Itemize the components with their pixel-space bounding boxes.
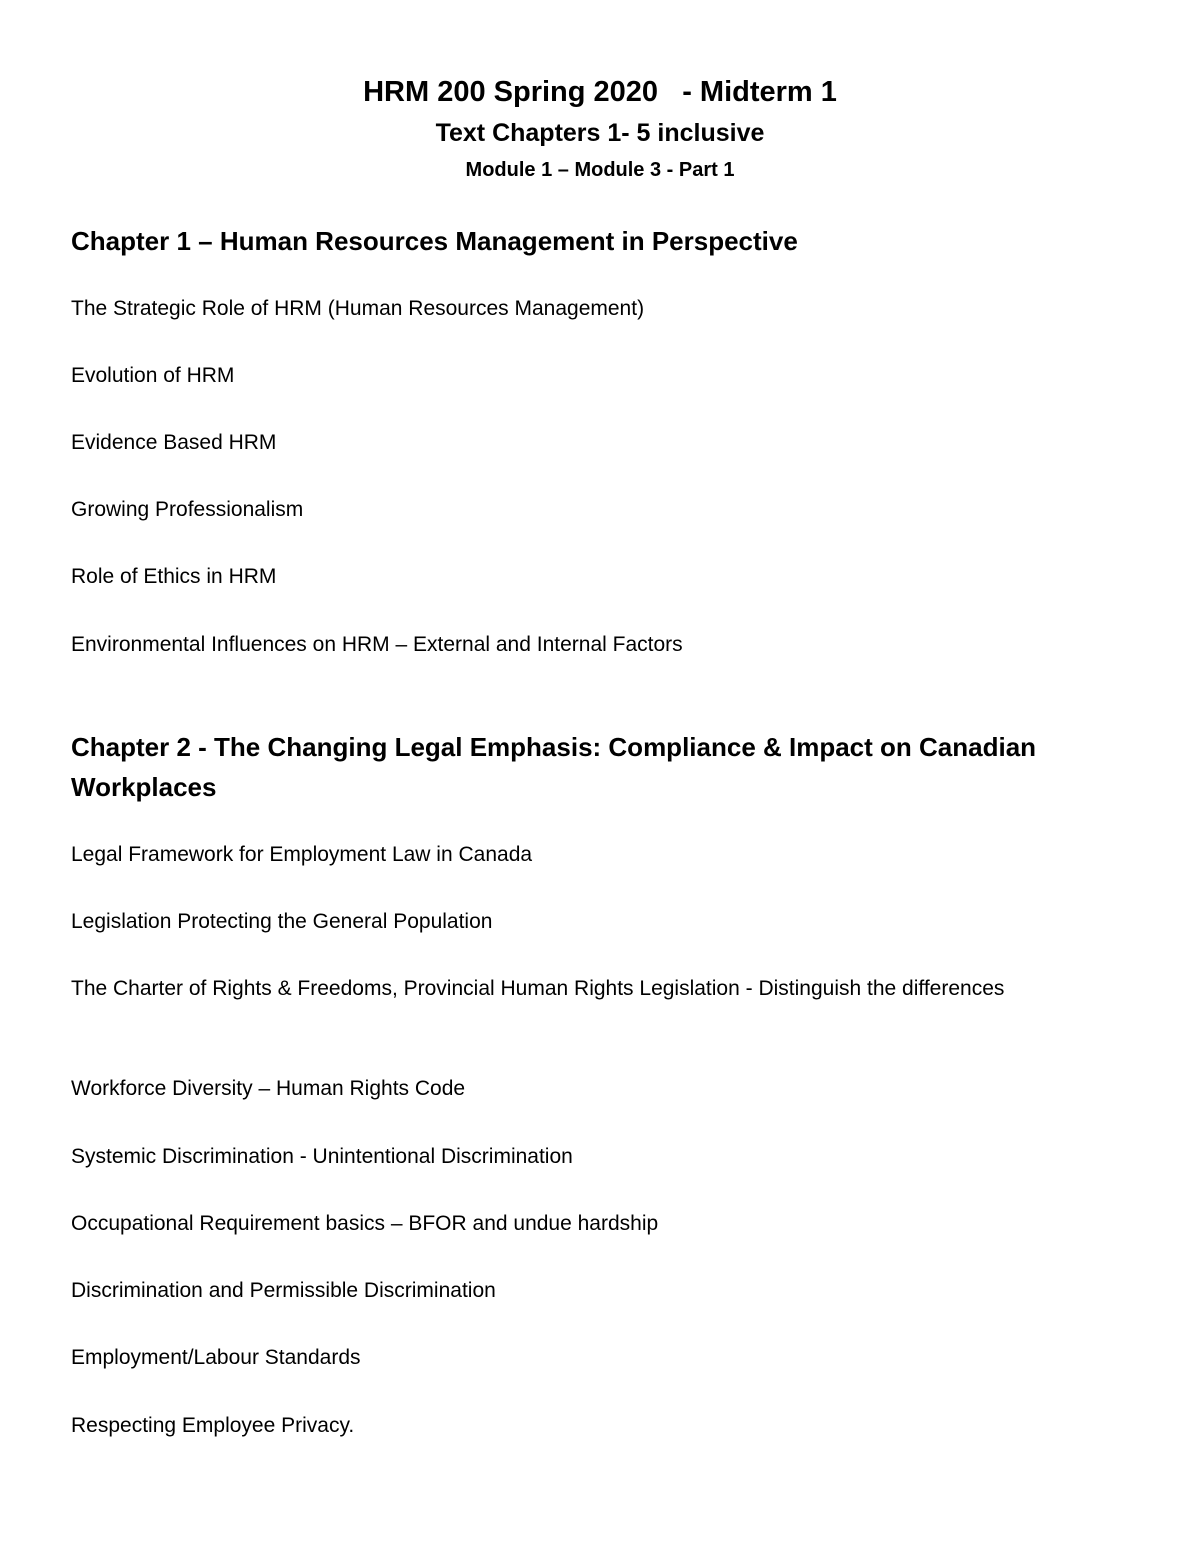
chapter-2-topic: Systemic Discrimination - Unintentional Discrimination	[71, 1145, 573, 1168]
chapter-1-heading: Chapter 1 – Human Resources Management in Perspective	[71, 226, 798, 256]
chapter-2-topic: Workforce Diversity – Human Rights Code	[71, 1077, 466, 1100]
chapter-1-topic: Evolution of HRM	[71, 364, 235, 387]
chapter-2-topic: The Charter of Rights & Freedoms, Provincial Human Rights Legislation - Distinguish the differences	[71, 977, 1005, 1000]
chapter-2-topic: Legislation Protecting the General Population	[71, 910, 493, 933]
document-subtitle: Text Chapters 1- 5 inclusive	[435, 119, 765, 147]
chapter-2-topic: Employment/Labour Standards	[71, 1346, 361, 1369]
chapter-2-topic: Occupational Requirement basics – BFOR and undue hardship	[71, 1212, 659, 1235]
chapter-2-heading: Chapter 2 - The Changing Legal Emphasis: Compliance & Impact on Canadian Workplaces	[71, 732, 1037, 802]
chapter-1-topic: Environmental Influences on HRM – External and Internal Factors	[71, 633, 683, 656]
chapter-2-topic: Respecting Employee Privacy.	[71, 1414, 355, 1437]
document-title: HRM 200 Spring 2020 - Midterm 1	[363, 76, 837, 108]
chapter-2-topic: Discrimination and Permissible Discrimination	[71, 1279, 496, 1302]
chapter-1-topic: Evidence Based HRM	[71, 431, 277, 454]
chapter-1-topic: The Strategic Role of HRM (Human Resources Management)	[71, 297, 645, 320]
chapter-1-topic: Growing Professionalism	[71, 498, 304, 521]
chapter-1-topic: Role of Ethics in HRM	[71, 565, 277, 588]
chapter-2-topic: Legal Framework for Employment Law in Canada	[71, 843, 533, 866]
document-modules: Module 1 – Module 3 - Part 1	[465, 159, 735, 181]
